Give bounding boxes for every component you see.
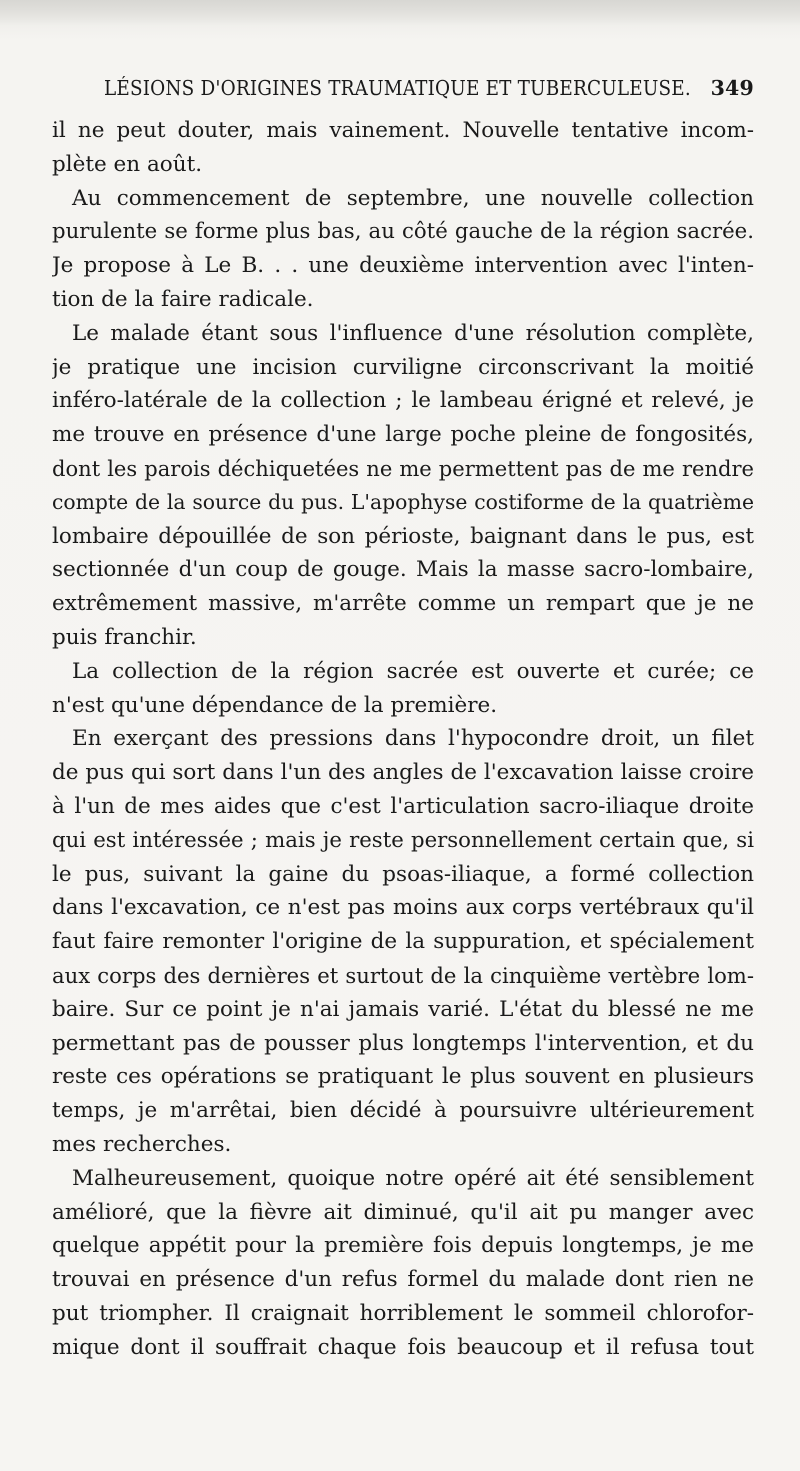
text-line: put triompher. Il craignait horriblement le sommeil chlorofor-	[52, 1300, 754, 1326]
text-line: compte de la source du pus. L'apophyse costiforme de la quatrième	[52, 489, 754, 514]
text-line: Au commencement de septembre, une nouvelle collection	[72, 185, 754, 211]
text-line: inféro-latérale de la collection ; le lambeau érigné et relevé, je	[52, 388, 754, 414]
text-line: il ne peut douter, mais vainement. Nouvelle tentative incom-	[52, 118, 754, 143]
text-line: reste ces opérations se pratiquant le plus souvent en plusieurs	[52, 1064, 754, 1090]
text-line: trouvai en présence d'un refus formel du malade dont rien ne	[52, 1267, 754, 1293]
running-head	[52, 76, 754, 106]
text-line: baire. Sur ce point je n'ai jamais varié. L'état du blessé ne me	[52, 996, 754, 1022]
text-line: dont les parois déchiquetées ne me permettent pas de me rendre	[52, 455, 754, 481]
text-line: mes recherches.	[52, 1131, 232, 1157]
text-line: tion de la faire radicale.	[52, 286, 314, 312]
text-line: faut faire remonter l'origine de la suppuration, et spécialement	[52, 929, 754, 955]
text-line: quelque appétit pour la première fois depuis longtemps, je me	[52, 1233, 754, 1259]
text-line: qui est intéressée ; mais je reste personnellement certain que, si	[52, 827, 754, 853]
text-line: Le malade étant sous l'influence d'une résolution complète,	[72, 320, 754, 346]
text-line: lombaire dépouillée de son périoste, baignant dans le pus, est	[52, 523, 754, 549]
body-text	[52, 114, 754, 1364]
text-line: extrêmement massive, m'arrête comme un rempart que je ne	[52, 591, 754, 617]
text-line: purulente se forme plus bas, au côté gauche de la région sacrée.	[52, 219, 754, 245]
text-line: aux corps des dernières et surtout de la cinquième vertèbre lom-	[52, 962, 754, 988]
text-line: La collection de la région sacrée est ouverte et curée; ce	[72, 658, 754, 684]
text-line: amélioré, que la fièvre ait diminué, qu'il ait pu manger avec	[52, 1199, 754, 1225]
text-line: Malheureusement, quoique notre opéré ait été sensiblement	[72, 1165, 754, 1191]
text-line: temps, je m'arrêtai, bien décidé à poursuivre ultérieurement	[52, 1098, 754, 1124]
running-title: LÉSIONS D'ORIGINES TRAUMATIQUE ET TUBERCULEUSE.	[104, 76, 691, 100]
page-top-edge	[0, 0, 800, 26]
text-line: puis franchir.	[52, 624, 197, 650]
text-line: de pus qui sort dans l'un des angles de l'excavation laisse croire	[52, 760, 754, 786]
text-line: Je propose à Le B. . . une deuxième intervention avec l'inten-	[52, 253, 754, 279]
text-line: plète en août.	[52, 151, 203, 177]
page-number: 349	[710, 76, 754, 100]
text-line: mique dont il souffrait chaque fois beaucoup et il refusa tout	[52, 1334, 754, 1360]
text-line: me trouve en présence d'une large poche pleine de fongosités,	[52, 422, 754, 448]
text-line: je pratique une incision curviligne circonscrivant la moitié	[52, 354, 754, 380]
text-line: sectionnée d'un coup de gouge. Mais la masse sacro-lombaire,	[52, 557, 754, 583]
text-line: permettant pas de pousser plus longtemps l'intervention, et du	[52, 1030, 754, 1056]
text-line: dans l'excavation, ce n'est pas moins aux corps vertébraux qu'il	[52, 895, 754, 921]
text-line: le pus, suivant la gaine du psoas-iliaque, a formé collection	[52, 861, 754, 887]
text-line: à l'un de mes aides que c'est l'articulation sacro-iliaque droite	[52, 793, 754, 819]
text-line: En exerçant des pressions dans l'hypocondre droit, un filet	[72, 726, 754, 752]
text-line: n'est qu'une dépendance de la première.	[52, 692, 498, 718]
